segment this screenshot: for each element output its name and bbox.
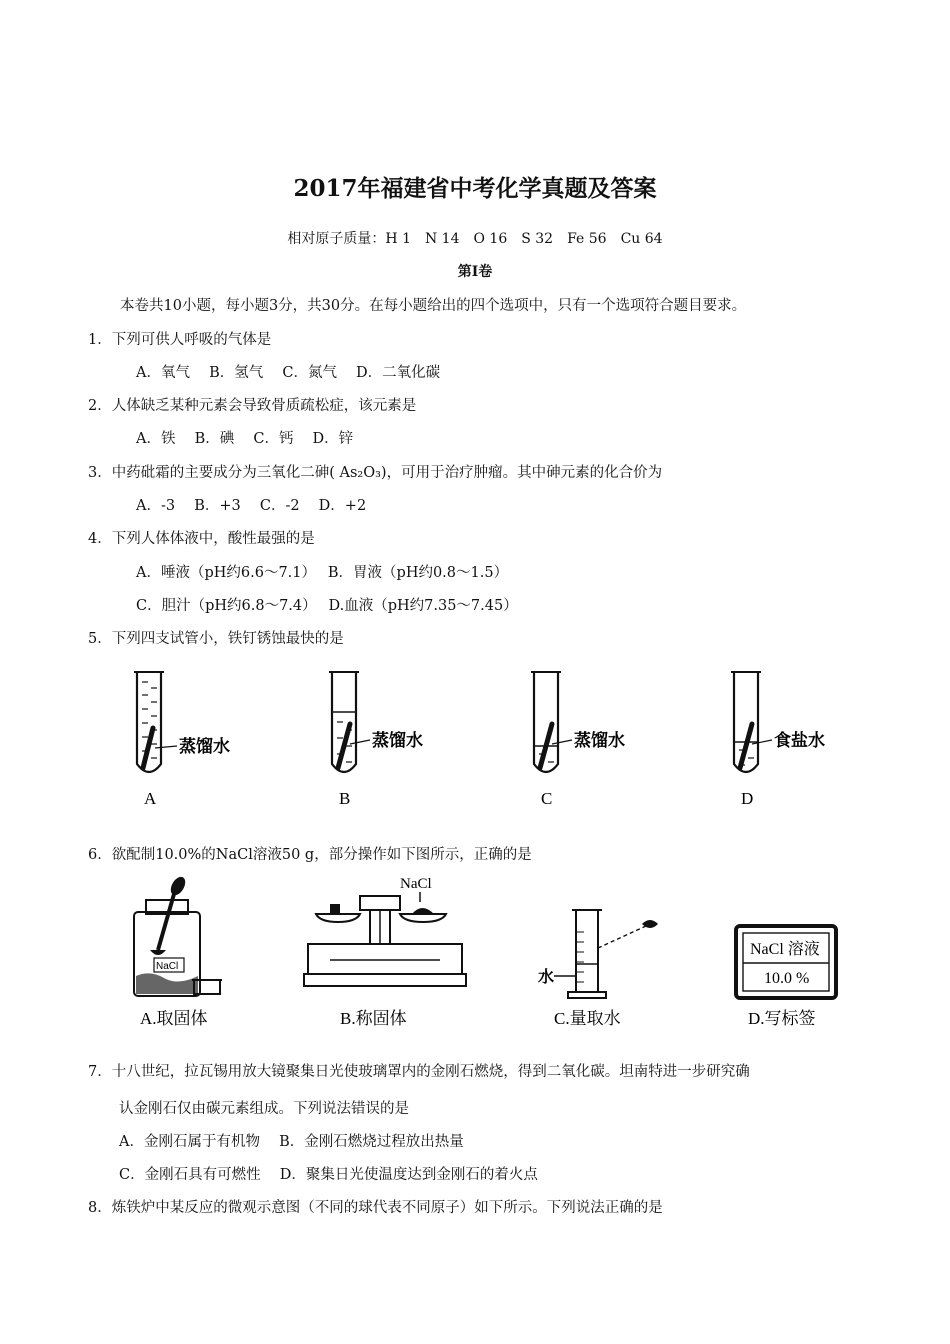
question-2-stem: 2．人体缺乏某种元素会导致骨质疏松症，该元素是 xyxy=(88,398,417,414)
tube-a-liquid-label: 蒸馏水 xyxy=(179,737,230,757)
question-3-stem: 3．中药砒霜的主要成分为三氧化二砷( As₂O₃)，可用于治疗肿瘤。其中砷元素的化合价为 xyxy=(88,465,663,481)
op-d-caption: D.写标签 xyxy=(748,1009,816,1028)
volume-heading: 第Ⅰ卷 xyxy=(457,264,493,280)
question-4-option-row-1: A．唾液（pH约6.6～7.1） B．胃液（pH约0.8～1.5） xyxy=(136,565,509,581)
tube-d-liquid-label: 食盐水 xyxy=(774,731,825,751)
tube-b-liquid-label: 蒸馏水 xyxy=(372,731,423,751)
op-a-caption: A.取固体 xyxy=(140,1009,208,1028)
question-3-options: A．-3 B．+3 C．-2 D．+2 xyxy=(136,498,367,514)
question-4-option-row-2: C．胆汁（pH约6.8～7.4） D.血液（pH约7.35～7.45） xyxy=(136,598,518,614)
page-title: 2017年福建省中考化学真题及答案 xyxy=(293,175,657,202)
tube-c-liquid-label: 蒸馏水 xyxy=(574,731,625,751)
op-b-caption: B.称固体 xyxy=(340,1009,407,1028)
section-intro: 本卷共10小题，每小题3分，共30分。在每小题给出的四个选项中，只有一个选项符合题目要求。 xyxy=(120,298,747,314)
test-tube-d-figure xyxy=(722,668,842,808)
question-6-stem: 6．欲配制10.0%的NaCl溶液50 g，部分操作如下图所示，正确的是 xyxy=(88,847,532,863)
question-2-options: A．铁 B．碘 C．钙 D．锌 xyxy=(136,431,354,447)
tube-c-letter: C xyxy=(541,789,553,808)
question-7-stem-cont: 认金刚石仅由碳元素组成。下列说法错误的是 xyxy=(119,1101,409,1117)
pan-label: NaCl xyxy=(400,876,432,892)
question-7-stem: 7．十八世纪，拉瓦锡用放大镜聚集日光使玻璃罩内的金刚石燃烧，得到二氧化碳。坦南特进一步研究确 xyxy=(88,1064,750,1080)
tube-b-letter: B xyxy=(339,789,351,808)
op-write-label-figure xyxy=(732,872,852,1032)
test-tube-c-figure xyxy=(522,668,642,808)
label-line-2: 10.0 % xyxy=(764,970,810,987)
tube-a-letter: A xyxy=(144,789,157,808)
op-c-caption: C.量取水 xyxy=(554,1009,621,1028)
water-label: 水 xyxy=(538,967,555,986)
question-4-stem: 4．下列人体体液中，酸性最强的是 xyxy=(88,531,315,547)
question-7-option-row-1: A．金刚石属于有机物 B．金刚石燃烧过程放出热量 xyxy=(119,1134,464,1150)
tube-d-letter: D xyxy=(741,789,754,808)
jar-label: NaCl xyxy=(156,961,179,972)
op-take-solid-figure xyxy=(120,872,250,1032)
op-weigh-solid-figure xyxy=(300,872,470,1032)
test-tube-a-figure xyxy=(125,668,245,808)
atomic-masses: 相对原子质量：H 1 N 14 O 16 S 32 Fe 56 Cu 64 xyxy=(287,231,663,247)
label-line-1: NaCl 溶液 xyxy=(750,941,820,958)
question-7-option-row-2: C．金刚石具有可燃性 D．聚集日光使温度达到金刚石的着火点 xyxy=(119,1167,538,1183)
question-8-stem: 8．炼铁炉中某反应的微观示意图（不同的球代表不同原子）如下所示。下列说法正确的是 xyxy=(88,1200,663,1216)
question-5-stem: 5．下列四支试管小，铁钉锈蚀最快的是 xyxy=(88,631,344,647)
question-1-stem: 1．下列可供人呼吸的气体是 xyxy=(88,332,272,348)
question-1-options: A．氧气 B．氢气 C．氮气 D．二氧化碳 xyxy=(136,365,441,381)
op-measure-water-figure xyxy=(536,872,676,1032)
test-tube-b-figure xyxy=(320,668,440,808)
